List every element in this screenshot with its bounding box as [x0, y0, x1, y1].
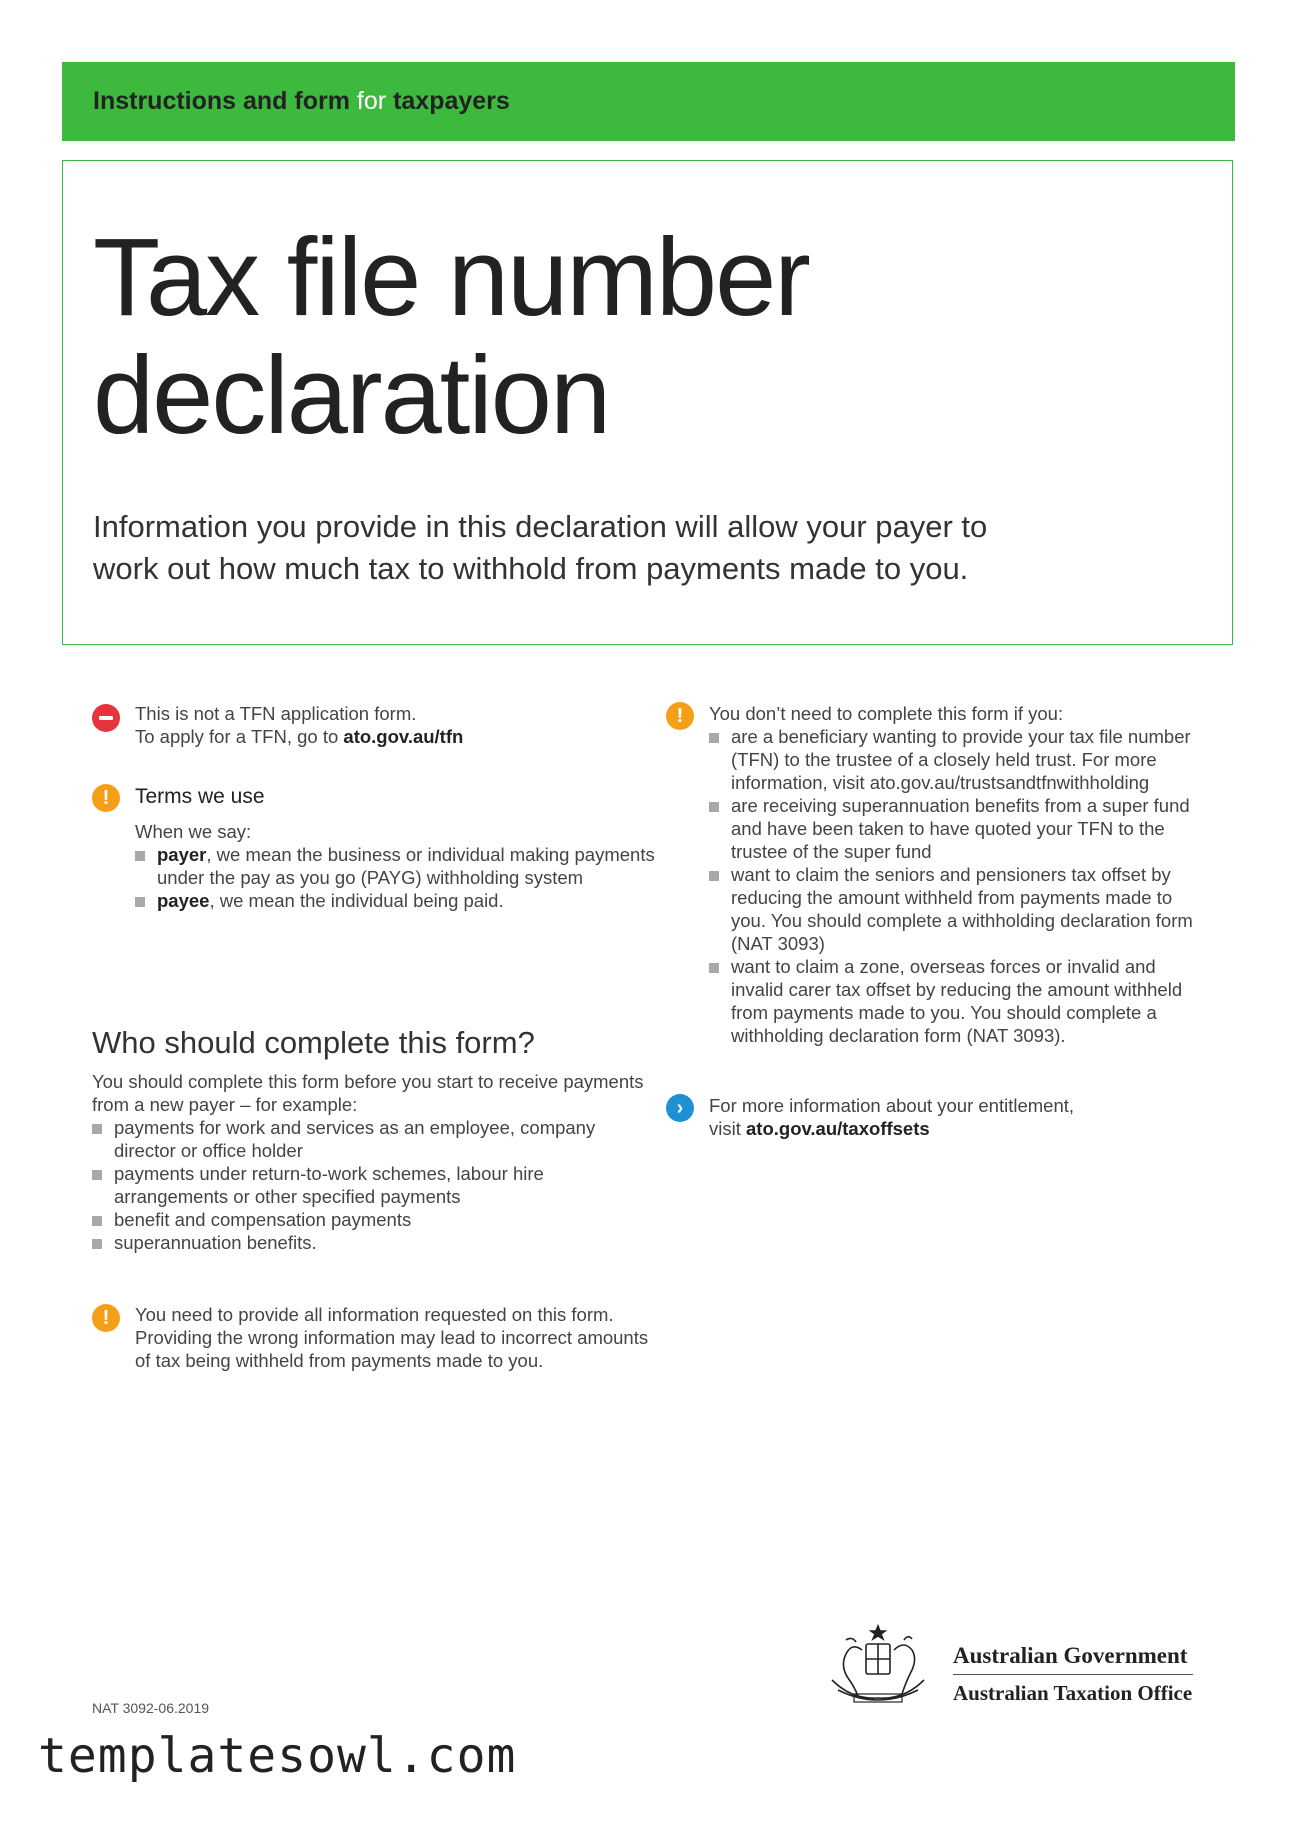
list-item: want to claim the seniors and pensioners tax offset by reducing the amount withheld from payments made to you. You should complete a withholding declaration form (NAT 3093) — [709, 863, 1209, 955]
banner-text — [93, 86, 510, 116]
not-application-text: This is not a TFN application form. — [135, 703, 417, 724]
gov-separator — [953, 1674, 1193, 1675]
taxoffsets-link[interactable]: ato.gov.au/taxoffsets — [746, 1118, 930, 1139]
provide-all-note — [135, 1303, 665, 1372]
who-list — [92, 1116, 652, 1254]
intro-text: Information you provide in this declaration will allow your payer to work out how much tax to withhold from payments made to you. — [93, 509, 988, 586]
not-application-note — [135, 702, 655, 748]
banner-part-3: taxpayers — [393, 87, 510, 115]
term-payee: payee — [157, 890, 210, 911]
dont-need-section — [709, 702, 1209, 1047]
list-item: payments for work and services as an employee, company director or office holder — [92, 1116, 652, 1162]
banner-part-2: for — [356, 87, 387, 115]
more-info-line-2 — [709, 1117, 1209, 1140]
gov-line-1: Australian Government — [953, 1643, 1188, 1668]
who-section — [92, 1024, 652, 1254]
terms-list — [135, 843, 655, 912]
apply-tfn-line — [135, 725, 655, 748]
dont-need-list — [709, 725, 1209, 1047]
dont-need-intro: You don’t need to complete this form if you: — [709, 703, 1064, 724]
who-heading: Who should complete this form? — [92, 1025, 535, 1060]
title-box — [62, 160, 1233, 645]
term-payee-text: , we mean the individual being paid. — [209, 890, 504, 911]
list-item: want to claim a zone, overseas forces or invalid and invalid carer tax offset by reducing the amount withheld from payments made to you. You should complete a withholding declaration form (NAT 3093). — [709, 955, 1209, 1047]
banner-part-1: Instructions and form — [93, 87, 350, 115]
exclamation-icon: ! — [666, 702, 694, 730]
tfn-link[interactable]: ato.gov.au/tfn — [343, 726, 464, 747]
gov-line-2: Australian Taxation Office — [953, 1681, 1193, 1705]
list-item: benefit and compensation payments — [92, 1208, 652, 1231]
term-payer: payer — [157, 844, 207, 865]
title-line-1: Tax file number — [93, 216, 809, 339]
more-info-prefix: visit — [709, 1118, 746, 1139]
watermark: templatesowl.com — [38, 1728, 517, 1784]
provide-all-text: You need to provide all information requested on this form. Providing the wrong information may lead to incorrect amounts of tax being withheld from payments made to you. — [135, 1304, 649, 1371]
header-banner — [62, 62, 1235, 141]
list-item — [135, 889, 655, 912]
terms-intro: When we say: — [135, 821, 252, 842]
apply-tfn-prefix: To apply for a TFN, go to — [135, 726, 344, 747]
no-entry-icon — [92, 704, 120, 732]
more-info-note — [709, 1094, 1209, 1140]
nat-code: NAT 3092-06.2019 — [92, 1700, 210, 1716]
title-line-2: declaration — [93, 334, 610, 457]
terms-section — [135, 784, 655, 912]
chevron-right-icon: › — [666, 1094, 694, 1122]
exclamation-icon: ! — [92, 784, 120, 812]
who-intro: You should complete this form before you start to receive payments from a new payer – for example: — [92, 1071, 644, 1115]
list-item: payments under return-to-work schemes, labour hire arrangements or other specified payments — [92, 1162, 652, 1208]
terms-heading: Terms we use — [135, 785, 265, 808]
government-text — [953, 1642, 1193, 1707]
government-logo — [818, 1620, 1198, 1715]
coat-of-arms-icon — [818, 1620, 938, 1715]
term-payer-text: , we mean the business or individual making payments under the pay as you go (PAYG) withholding system — [157, 844, 655, 888]
list-item: are receiving superannuation benefits from a super fund and have been taken to have quoted your TFN to the trustee of the super fund — [709, 794, 1209, 863]
list-item: are a beneficiary wanting to provide your tax file number (TFN) to the trustee of a closely held trust. For more information, visit ato.gov.au/trustsandtfnwithholding — [709, 725, 1209, 794]
list-item: superannuation benefits. — [92, 1231, 652, 1254]
page-title — [93, 216, 809, 457]
more-info-line-1: For more information about your entitlement, — [709, 1095, 1075, 1116]
exclamation-icon: ! — [92, 1304, 120, 1332]
list-item — [135, 843, 655, 889]
